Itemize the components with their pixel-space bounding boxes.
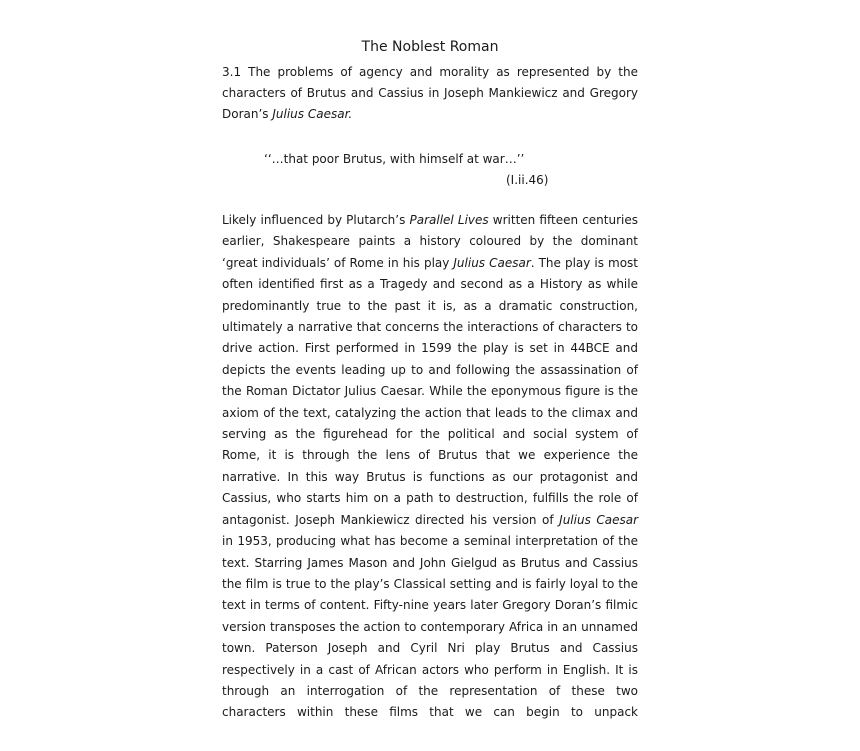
- epigraph-citation: (I.ii.46): [506, 173, 549, 187]
- body-line: [222, 531, 638, 552]
- body-text-span: axiom of the text, catalyzing the action that leads to the climax and: [222, 405, 638, 420]
- body-line: [222, 381, 638, 402]
- body-text-span: Cassius, who starts him on a path to destruction, fulfills the role of: [222, 491, 638, 506]
- body-text-span: respectively in a cast of African actors who perform in English. It is: [222, 662, 638, 677]
- body-line: [222, 424, 638, 445]
- body-line: [222, 274, 638, 295]
- body-line: [222, 617, 638, 638]
- body-text-span: predominantly true to the past it is, as a dramatic construction,: [222, 298, 638, 313]
- body-line: [222, 231, 638, 252]
- body-text-span: depicts the events leading up to and following the assassination of: [222, 362, 638, 377]
- body-text-span: town. Paterson Joseph and Cyril Nri play Brutus and Cassius: [222, 641, 638, 656]
- body-line: [222, 403, 638, 424]
- section-heading: [222, 62, 638, 125]
- body-text-span: earlier, Shakespeare paints a history coloured by the dominant: [222, 234, 638, 249]
- body-line: [222, 702, 638, 723]
- body-text-span: Rome, it is through the lens of Brutus that we experience the: [222, 448, 638, 463]
- body-line: [222, 296, 638, 317]
- body-text-span: text in terms of content. Fifty-nine years later Gregory Doran’s filmic: [222, 598, 638, 613]
- body-line: [222, 253, 638, 274]
- body-italic-title: Parallel Lives: [409, 213, 489, 227]
- body-text-span: antagonist. Joseph Mankiewicz directed his version of: [222, 512, 560, 527]
- body-text-span: often identified first as a Tragedy and second as a History as while: [222, 277, 638, 292]
- body-text-span: serving as the figurehead for the political and social system of: [222, 427, 638, 442]
- body-line: [222, 574, 638, 595]
- body-text-span: text. Starring James Mason and John Gielgud as Brutus and Cassius: [222, 555, 638, 570]
- body-text-span: narrative. In this way Brutus is functions as our protagonist and: [222, 469, 638, 484]
- body-line: [222, 317, 638, 338]
- body-line: [222, 681, 638, 702]
- body-line: [222, 510, 638, 531]
- epigraph-quote: ‘‘…that poor Brutus, with himself at war…’’: [264, 152, 525, 166]
- body-italic-title: Julius Caesar: [453, 255, 531, 270]
- body-italic-title: Julius Caesar: [559, 512, 639, 527]
- body-line: [222, 360, 638, 381]
- section-heading-line: characters of Brutus and Cassius in Joseph Mankiewicz and Gregory: [222, 86, 638, 100]
- section-heading-line: [222, 104, 638, 125]
- section-heading-line: 3.1 The problems of agency and morality as represented by the: [222, 65, 638, 79]
- body-text-span: ‘great individuals’ of Rome in his play: [222, 255, 454, 270]
- body-text-span: in 1953, producing what has become a seminal interpretation of the: [222, 534, 638, 549]
- body-line: [222, 660, 638, 681]
- body-text-span: version transposes the action to contemporary Africa in an unnamed: [222, 619, 638, 634]
- body-text-span: written fifteen centuries: [488, 213, 638, 227]
- body-line: [222, 467, 638, 488]
- body-text-span: . The play is most: [530, 255, 638, 270]
- body-line: [222, 338, 638, 359]
- body-line: [222, 445, 638, 466]
- body-line: [222, 553, 638, 574]
- body-paragraph: [222, 210, 638, 724]
- body-text-span: through an interrogation of the representation of these two: [222, 683, 638, 698]
- body-text-span: ultimately a narrative that concerns the interactions of characters to: [222, 320, 638, 335]
- heading-line-text: Doran’s: [222, 107, 273, 121]
- page-title: The Noblest Roman: [361, 39, 499, 55]
- body-line: [222, 638, 638, 659]
- body-line: [222, 210, 638, 231]
- body-text-span: Likely influenced by Plutarch’s: [222, 213, 410, 227]
- body-text-span: the Roman Dictator Julius Caesar. While the eponymous figure is the: [222, 384, 638, 399]
- body-text-span: drive action. First performed in 1599 the play is set in 44BCE and: [222, 341, 638, 356]
- body-text-span: characters within these films that we can begin to unpack: [222, 705, 638, 720]
- body-text-span: the film is true to the play’s Classical setting and is fairly loyal to the: [222, 576, 638, 591]
- body-line: [222, 488, 638, 509]
- heading-line-italic: Julius Caesar.: [272, 107, 353, 121]
- body-line: [222, 595, 638, 616]
